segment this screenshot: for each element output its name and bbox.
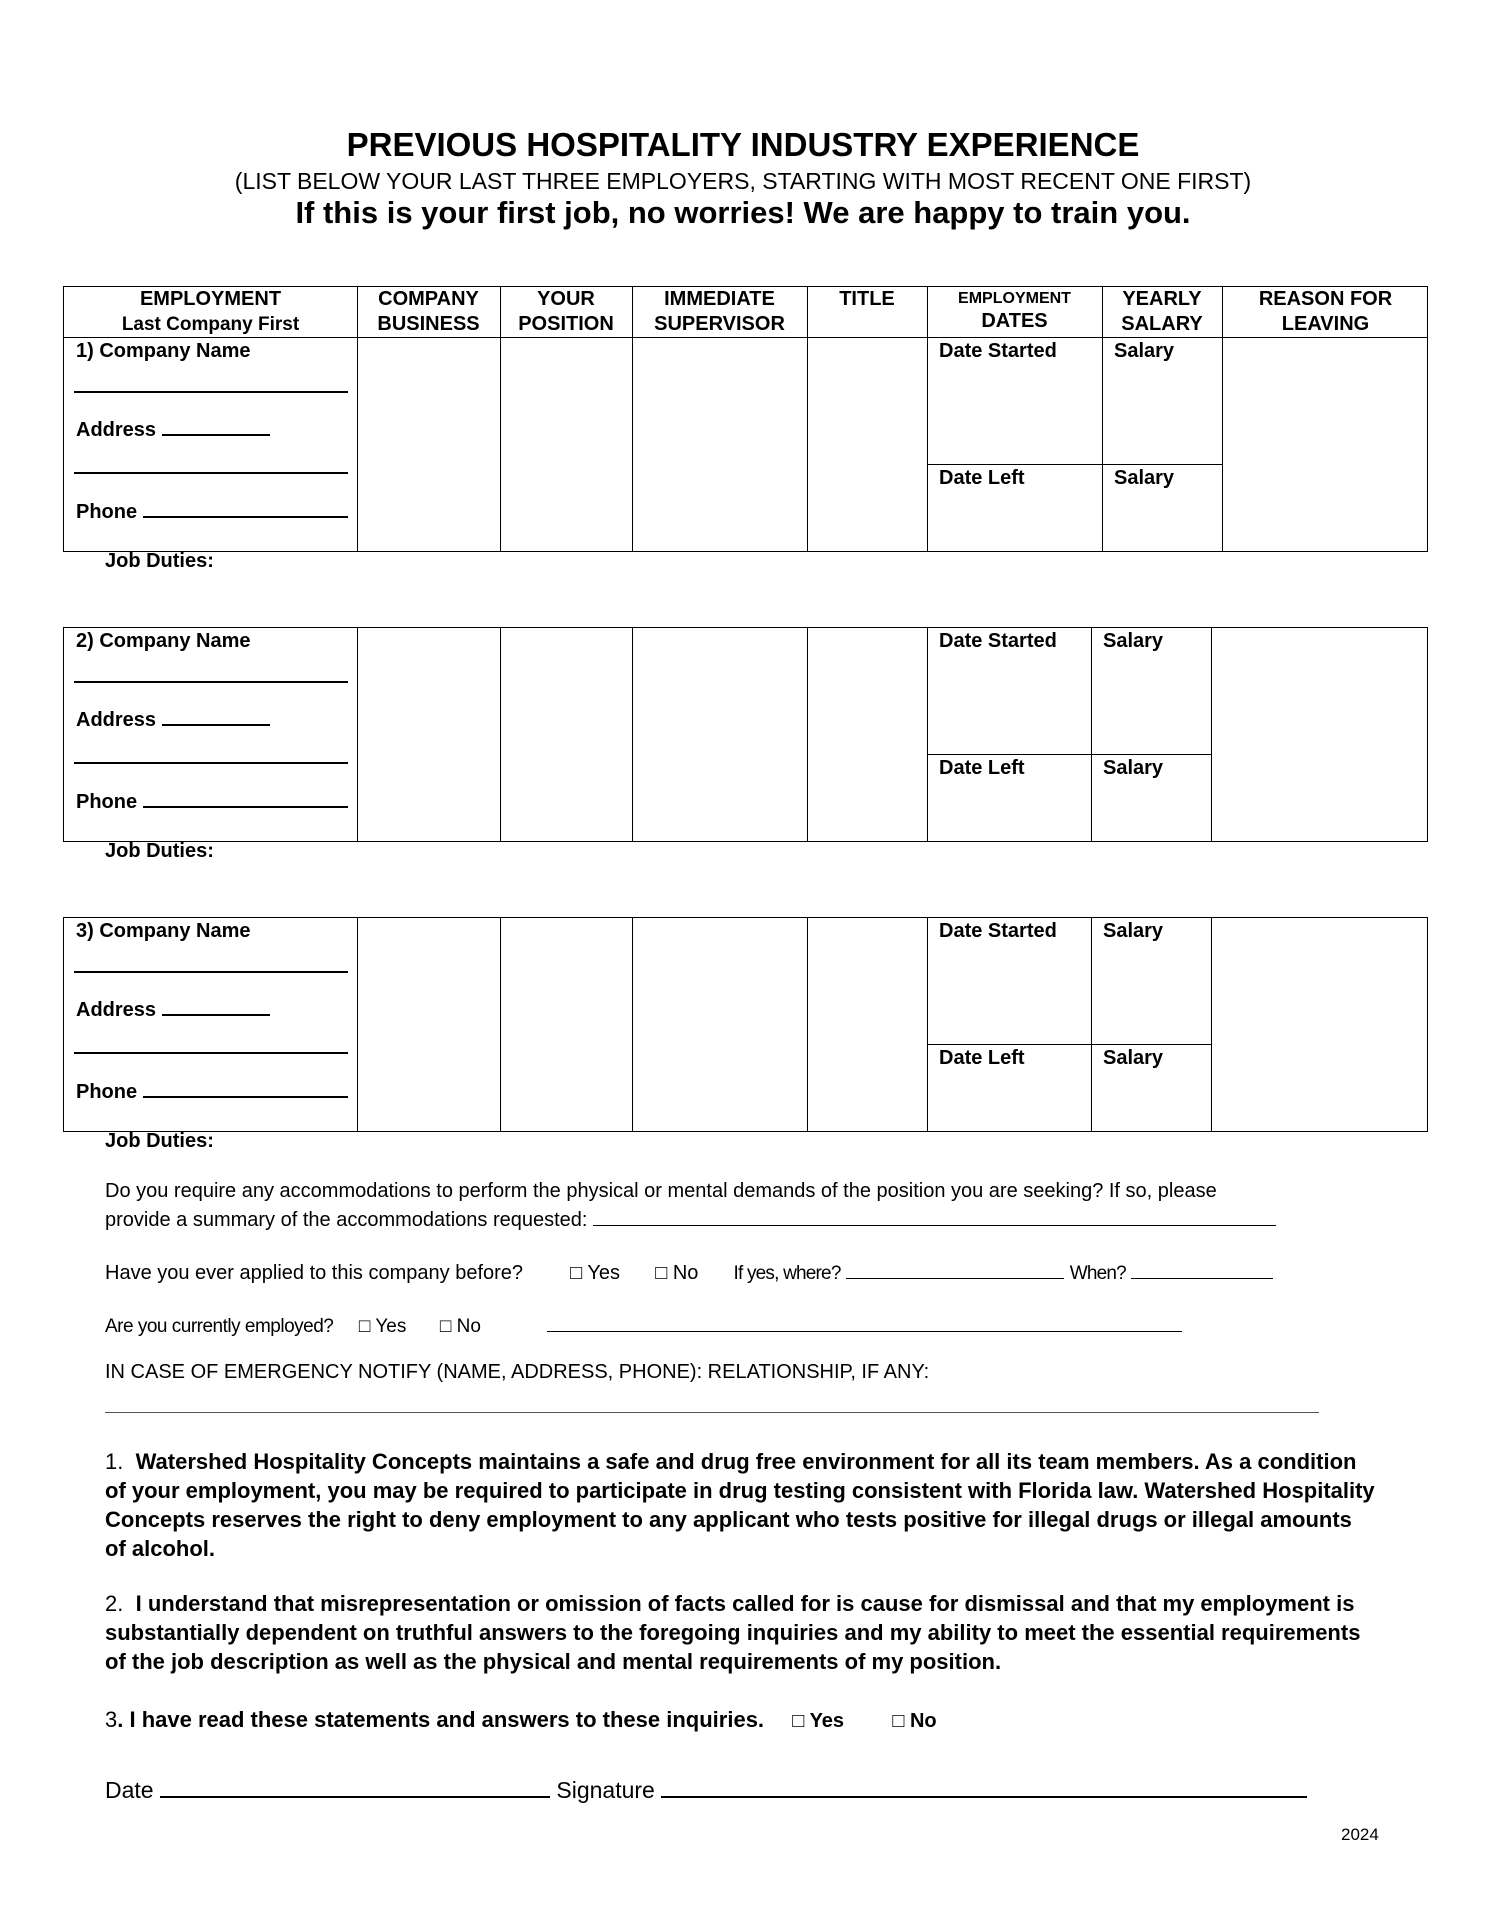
currently-employed-field[interactable] <box>547 1311 1182 1332</box>
salary-left-label: Salary <box>1103 1047 1164 1069</box>
address-line-2-field[interactable] <box>74 472 348 474</box>
col-supervisor: IMMEDIATE SUPERVISOR <box>654 288 785 335</box>
employed-no-checkbox[interactable]: □ No <box>439 1316 481 1337</box>
signature-row <box>105 1773 1307 1804</box>
address-field[interactable] <box>162 1014 270 1016</box>
accommodations-question-line-1: Do you require any accommodations to perform the physical or mental demands of the position you are seeking? If so, please <box>105 1180 1217 1202</box>
company-name-field[interactable] <box>74 391 348 393</box>
company-name-label: 2) Company Name <box>76 630 251 652</box>
address-line-2-field[interactable] <box>74 1052 348 1054</box>
job-duties-label-3: Job Duties: <box>105 1130 214 1152</box>
address-label: Address <box>76 419 270 442</box>
date-label: Date <box>105 1777 154 1803</box>
statement-3-no-checkbox[interactable]: □ No <box>892 1710 937 1732</box>
tagline: If this is your first job, no worries! We are happy to train you. <box>295 195 1191 230</box>
col-business: COMPANY BUSINESS <box>377 288 480 335</box>
col-salary: YEARLY SALARY <box>1121 288 1203 335</box>
address-field[interactable] <box>162 434 270 436</box>
phone-field[interactable] <box>143 516 348 518</box>
statement-2: 2. I understand that misrepresentation or omission of facts called for is cause for dismissal and that my employment is substantially dependent on truthful answers to the foregoing inquiries and my ability to meet the essential requirements of the job description as well as the physical and mental requirements of my position. <box>105 1591 1361 1674</box>
when-field[interactable] <box>1131 1258 1273 1279</box>
statement-3: 3. I have read these statements and answers to these inquiries. □ Yes □ No <box>105 1707 937 1732</box>
company-name-field[interactable] <box>74 971 348 973</box>
address-label: Address <box>76 999 270 1022</box>
col-employment: EMPLOYMENT Last Company First <box>121 288 300 335</box>
page-title: PREVIOUS HOSPITALITY INDUSTRY EXPERIENCE <box>346 126 1140 163</box>
statement-3-yes-checkbox[interactable]: □ Yes <box>792 1710 845 1732</box>
if-yes-where-label: If yes, where? <box>733 1263 841 1284</box>
when-label: When? <box>1069 1263 1126 1284</box>
page-subtitle: (LIST BELOW YOUR LAST THREE EMPLOYERS, STARTING WITH MOST RECENT ONE FIRST) <box>234 168 1252 194</box>
currently-employed-question: Are you currently employed? □ Yes □ No <box>105 1311 1182 1338</box>
col-position: YOUR POSITION <box>518 288 614 335</box>
accommodations-question-line-2: provide a summary of the accommodations requested: <box>105 1205 1276 1232</box>
date-left-label: Date Left <box>939 757 1025 779</box>
signature-label: Signature <box>556 1777 655 1803</box>
form-year: 2024 <box>1341 1825 1379 1844</box>
employer-1-block <box>63 337 1428 552</box>
accommodations-field[interactable] <box>593 1205 1276 1226</box>
col-title: TITLE <box>839 288 895 310</box>
job-duties-label-2: Job Duties: <box>105 840 214 862</box>
date-left-label: Date Left <box>939 467 1025 489</box>
employed-yes-checkbox[interactable]: □ Yes <box>358 1316 407 1337</box>
table-header <box>63 286 1428 338</box>
if-yes-where-field[interactable] <box>846 1258 1064 1279</box>
company-name-label: 1) Company Name <box>76 340 251 362</box>
phone-label: Phone <box>76 791 348 814</box>
phone-field[interactable] <box>143 1096 348 1098</box>
phone-field[interactable] <box>143 806 348 808</box>
col-reason: REASON FOR LEAVING <box>1258 288 1393 335</box>
emergency-contact-field[interactable] <box>105 1412 1319 1413</box>
employer-2-block <box>63 627 1428 842</box>
date-started-label: Date Started <box>939 630 1057 652</box>
statement-1: 1. Watershed Hospitality Concepts maintains a safe and drug free environment for all its team members. As a condition of your employment, you may be required to participate in drug testing consistent with Florida law. Watershed Hospitality Concepts reserves the right to deny employment to any applicant who tests positive for illegal drugs or illegal amounts of alcohol. <box>105 1449 1375 1561</box>
date-left-label: Date Left <box>939 1047 1025 1069</box>
company-name-field[interactable] <box>74 681 348 683</box>
applied-no-checkbox[interactable]: □ No <box>655 1262 699 1284</box>
signature-field[interactable] <box>661 1773 1307 1798</box>
salary-start-label: Salary <box>1114 340 1175 362</box>
emergency-contact-label: IN CASE OF EMERGENCY NOTIFY (NAME, ADDRESS, PHONE): RELATIONSHIP, IF ANY: <box>105 1361 930 1383</box>
address-field[interactable] <box>162 724 270 726</box>
job-duties-label-1: Job Duties: <box>105 550 214 572</box>
company-name-label: 3) Company Name <box>76 920 251 942</box>
address-line-2-field[interactable] <box>74 762 348 764</box>
salary-start-label: Salary <box>1103 630 1164 652</box>
col-dates: EMPLOYMENT DATES <box>958 290 1071 332</box>
salary-start-label: Salary <box>1103 920 1164 942</box>
employer-3-block <box>63 917 1428 1132</box>
applied-yes-checkbox[interactable]: □ Yes <box>570 1262 621 1284</box>
address-label: Address <box>76 709 270 732</box>
applied-before-question: Have you ever applied to this company before? □ Yes □ No If yes, where? When? <box>105 1258 1273 1285</box>
phone-label: Phone <box>76 1081 348 1104</box>
date-started-label: Date Started <box>939 920 1057 942</box>
phone-label: Phone <box>76 501 348 524</box>
date-started-label: Date Started <box>939 340 1057 362</box>
date-field[interactable] <box>160 1773 550 1798</box>
salary-left-label: Salary <box>1103 757 1164 779</box>
salary-left-label: Salary <box>1114 467 1175 489</box>
